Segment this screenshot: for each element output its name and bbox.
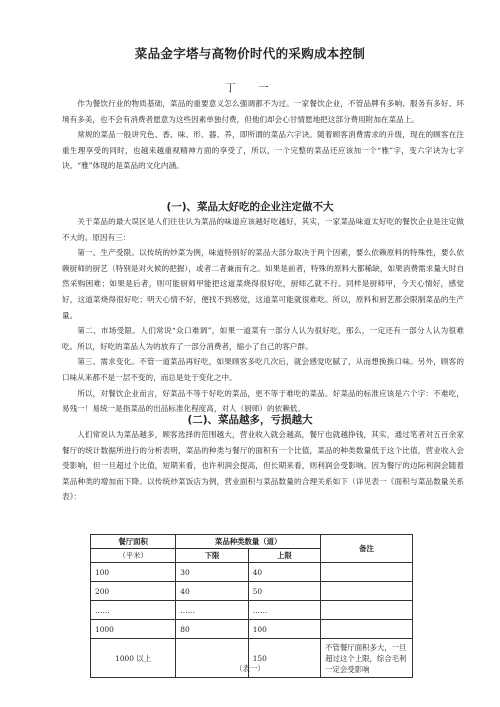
document-title: 菜品金字塔与高物价时代的采购成本控制: [134, 46, 366, 61]
cell-note: [321, 582, 413, 601]
cell-note: 不管餐厅面积多大，一旦超过这个上限，综合毛利一定会受影响: [321, 639, 413, 678]
cell-high: 40: [248, 563, 320, 582]
paragraph: 作为餐饮行业的物质基础，菜品的重要意义怎么强调都不为过。一家餐饮企业，不管品牌有多响、服务有多好、环境有多美，也不会有消费者愿意为这些因素单独付费，但他们却会心甘情愿地把这部分费用附加在菜品上。: [62, 99, 464, 124]
section-2-text: [62, 427, 464, 505]
cell-area: ……: [91, 601, 176, 620]
author-name: 丁 一: [225, 82, 275, 94]
table-header-area-unit: （平米）: [91, 549, 176, 563]
cell-low: 30: [176, 563, 248, 582]
table-header-note: 备注: [321, 535, 413, 563]
cell-area: 200: [91, 582, 176, 601]
cell-area: 1000: [91, 620, 176, 639]
paragraph: 常规的菜品一般讲究色、香、味、形、器、养，即所谓的菜品六字诀。随着顾客消费需求的升级，现在的顾客在注重生理享受的同时，也越来越重视精神方面的享受了，所以，一个完整的菜品还应该加一个“雅”字，变六字诀为七字诀。“雅”体现的是菜品的文化内涵。: [62, 130, 464, 171]
paragraph: 第三、需求变化。不管一道菜品再好吃，如果顾客多吃几次后，就会感觉吃腻了，从而想换换口味。另外，顾客的口味从来都不是一层不变的，而总是处于变化之中。: [62, 357, 464, 382]
section-1-text: [62, 214, 464, 417]
cell-note: [321, 601, 413, 620]
cell-high: ……: [248, 601, 320, 620]
section-heading-2: (二)、菜品越多，亏损越大: [187, 414, 313, 426]
cell-area: 100: [91, 563, 176, 582]
table-row: [91, 601, 413, 620]
table-row: [91, 582, 413, 601]
table-caption: （表一）: [235, 664, 265, 673]
cell-area: 1000 以上: [91, 639, 176, 678]
cell-low: 80: [176, 620, 248, 639]
table-header-area: 餐厅面积: [91, 535, 176, 549]
intro-text: [62, 96, 464, 174]
table-row: [91, 620, 413, 639]
table-header-high: 上限: [248, 549, 320, 563]
cell-low: ……: [176, 601, 248, 620]
cell-low: 40: [176, 582, 248, 601]
section-heading-1: (一)、菜品太好吃的企业注定做不大: [166, 201, 334, 213]
area-dish-count-table: [90, 534, 413, 678]
table-header-low: 下限: [176, 549, 248, 563]
cell-high: 50: [248, 582, 320, 601]
paragraph: 人们常说认为菜品越多，顾客选择的范围越大，营业收入就会越高，餐厅也就越挣钱，其实，通过笔者对五百余家餐厅的统计数据所进行的分析表明，菜品的种类与餐厅的面积有一个比值，菜品的种类数量低于这个比值，营业收入会受影响，但一旦超过个比值，短期来看，也许利润会提高，但长期来看，则利润会受影响。因为餐厅的边际利润会随着菜品种类的增加而下降。以传统炒菜饭店为例，营业面积与菜品数量的合理关系如下（详见表一《面积与菜品数量关系表》：: [62, 430, 464, 502]
paragraph: 关于菜品的最大误区是人们往往认为菜品的味道应该越好吃越好，其实，一家菜品味道太好吃的餐饮企业是注定做不大的。原因有三：: [62, 217, 464, 242]
cell-note: [321, 620, 413, 639]
paragraph: 所以，对餐饮企业而言，好菜品不等于好吃的菜品，更不等于难吃的菜品。好菜品的标准应该是六个字：不难吃，易残一！易统一是指菜品的出品标准化程度高，对人（厨师）的依赖低。: [62, 388, 464, 414]
paragraph: 第二、市场受限。人们常说“众口难调”，如果一道菜有一部分人认为很好吃，那么，一定还有一部分人认为很难吃。所以，好吃的菜品人为的放弃了一部分消费者，缩小了自己的客户群。: [62, 326, 464, 351]
table-row: [91, 563, 413, 582]
table-header-count: 菜品种类数量（道）: [176, 535, 321, 549]
cell-high: 100: [248, 620, 320, 639]
cell-high: 150: [248, 639, 320, 678]
cell-note: [321, 563, 413, 582]
paragraph: 第一、生产受限。以传统的炒菜为例，味道特别好的菜品大部分取决于两个因素，要么依赖原料的特殊性，要么依赖厨师的厨艺（特别是对火候的把握），或者二者兼而有之。如果是前者，特殊的原料大都稀缺，如果消费需求量大时自然采购困难；如果是后者，则可能厨师甲能把这道菜烧得很好吃，厨师乙就不行。同样是厨师甲，今天心情好，感觉好，这道菜烧得很好吃；明天心情不好，便找不到感觉，这道菜可能就很难吃。所以，原料和厨艺都会限制菜品的生产量。: [62, 248, 464, 320]
